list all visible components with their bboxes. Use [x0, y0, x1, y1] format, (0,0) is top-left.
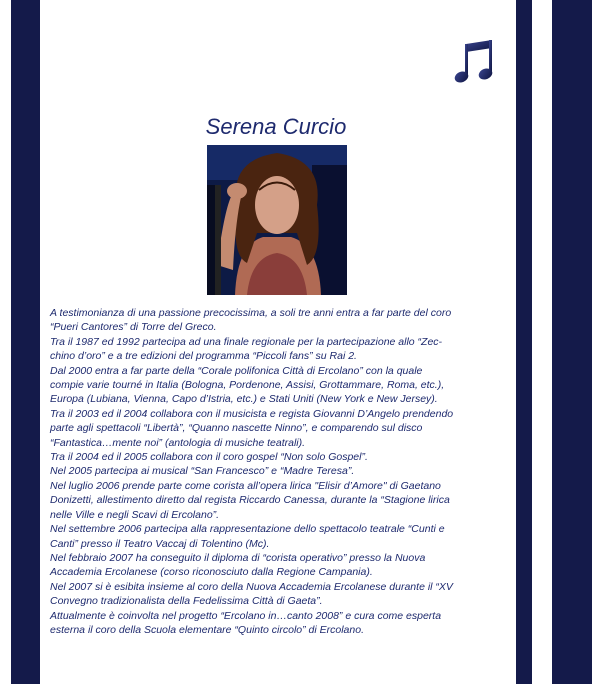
bio-line: nelle Ville e negli Scavi di Ercolano”. — [50, 508, 220, 521]
bio-line: Dal 2000 entra a far parte della “Corale polifonica Città di Ercolano” con la quale — [50, 364, 423, 377]
bio-line: Nel febbraio 2007 ha conseguito il diploma di “corista operativo” presso la Nuova — [50, 551, 426, 564]
bio-line: Accademia Ercolanese (corso riconosciuto dalla Regione Campania). — [50, 566, 373, 579]
bio-line: esterna il coro della Scuola elementare “Quinto circolo” di Ercolano. — [50, 623, 364, 636]
bio-line: Canti” presso il Teatro Vaccaj di Tolentino (Mc). — [50, 537, 270, 550]
bio-line: “Pueri Cantores” di Torre del Greco. — [50, 321, 217, 334]
right-outer-border-band — [552, 0, 592, 684]
bio-line: Donizetti, allestimento diretto dal regista Riccardo Canessa, durante la “Stagione lirica — [50, 494, 450, 507]
bio-line: A testimonianza di una passione precocissima, a soli tre anni entra a far parte del coro — [50, 307, 452, 319]
bio-line: compie varie tourné in Italia (Bologna, Pordenone, Assisi, Grottammare, Roma, etc.), — [50, 379, 445, 392]
bio-line: “Fantastica…mente noi” (antologia di musiche teatrali). — [50, 436, 306, 449]
bio-line: parte agli spettacoli “Libertà”, “Quanno nascette Ninno”, e comparendo sul disco — [50, 422, 423, 435]
bio-line: Nel luglio 2006 prende parte come corista all’opera lirica "Elisir d’Amore" di Gaetano — [50, 479, 441, 492]
bio-line: Tra il 1987 ed 1992 partecipa ad una finale regionale per la partecipazione allo “Zec- — [50, 335, 443, 348]
page-title: Serena Curcio — [205, 114, 347, 139]
bio-line: Attualmente è coinvolta nel progetto “Ercolano in…canto 2008” e cura come esperta — [50, 609, 442, 622]
bio-line: Nel 2005 partecipa ai musical “San Francesco” e “Madre Teresa”. — [50, 465, 355, 478]
music-note-icon — [452, 36, 496, 88]
bio-line: Nel settembre 2006 partecipa alla rappresentazione dello spettacolo teatrale “Cunti e — [50, 523, 445, 536]
bio-line: Tra il 2004 ed il 2005 collabora con il coro gospel “Non solo Gospel”. — [50, 451, 368, 464]
portrait-photo — [207, 145, 347, 295]
bio-line: Tra il 2003 ed il 2004 collabora con il musicista e regista Giovanni D’Angelo prendendo — [50, 407, 454, 420]
bio-line: Nel 2007 si è esibita insieme al coro della Nuova Accademia Ercolanese durante il “XV — [50, 580, 453, 593]
bio-line: Convegno tradizionalista della Fedelissima Città di Gaeta”. — [50, 595, 323, 608]
bio-line: chino d’oro” e a tre edizioni del programma “Piccoli fans” su Rai 2. — [50, 350, 357, 363]
bio-line: Europa (Lubiana, Vienna, Capo d’Istria, etc.) e Stati Uniti (New York e New Jersey). — [50, 393, 438, 406]
biography-text — [50, 306, 520, 637]
left-border-band — [11, 0, 40, 684]
